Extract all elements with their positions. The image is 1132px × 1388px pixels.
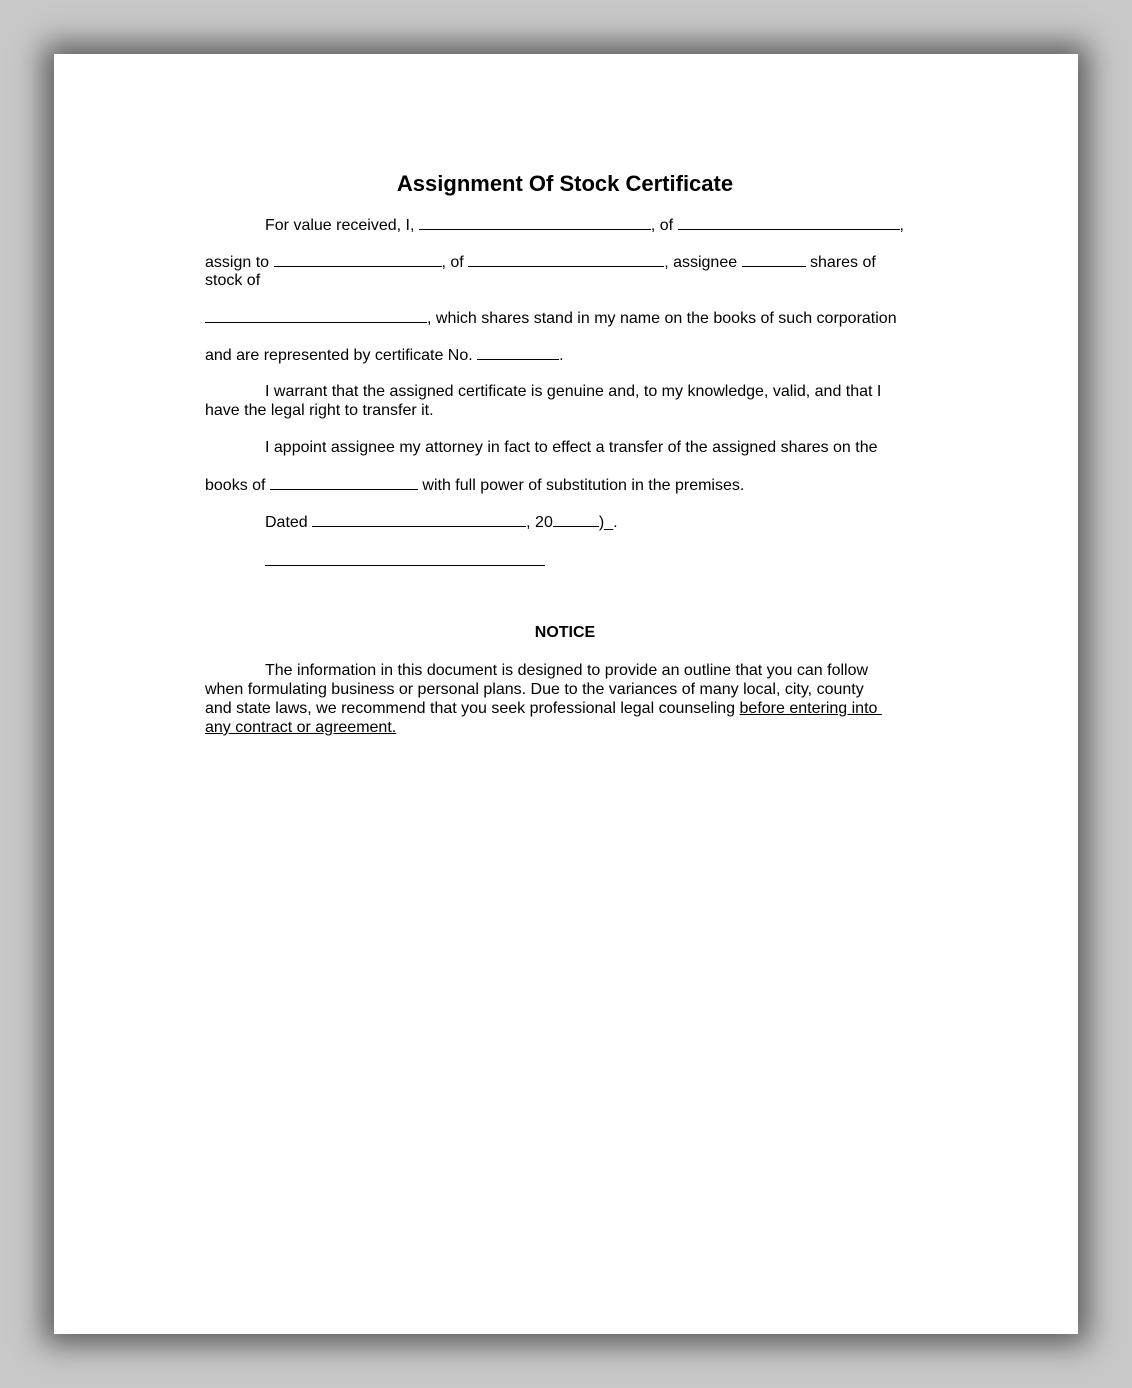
text-comma: , (899, 217, 904, 234)
paragraph-value-received (205, 215, 904, 235)
assignor-address-blank[interactable] (678, 215, 900, 230)
date-blank[interactable] (312, 512, 526, 527)
paragraph-dated (205, 512, 618, 532)
text-year-prefix: , 20 (526, 514, 553, 531)
assignor-name-blank[interactable] (419, 215, 651, 230)
paragraph-warrant-line2: have the legal right to transfer it. (205, 402, 434, 419)
text-assignee: , assignee (664, 254, 738, 271)
certificate-number-blank[interactable] (477, 345, 559, 360)
document-title: Assignment Of Stock Certificate (396, 171, 734, 196)
paragraph-books-of (205, 475, 744, 495)
books-of-blank[interactable] (270, 475, 418, 490)
text-full-power: with full power of substitution in the premises. (422, 477, 745, 494)
assignee-name-blank[interactable] (274, 252, 442, 267)
text-of: , of (650, 217, 674, 234)
notice-line3 (205, 699, 925, 718)
text-books-of: books of (205, 477, 266, 494)
text-of: , of (441, 254, 464, 271)
notice-underlined-text: before entering into (739, 700, 882, 717)
text-certificate-no: and are represented by certificate No. (205, 347, 473, 364)
year-blank[interactable] (553, 512, 599, 527)
paragraph-appoint: I appoint assignee my attorney in fact to effect a transfer of the assigned shares on the (265, 439, 878, 456)
text-year-suffix: )_. (598, 514, 618, 531)
paragraph-assign-to (205, 252, 876, 272)
text-which-shares: , which shares stand in my name on the books of such corporation (427, 310, 897, 327)
text-period: . (559, 347, 564, 364)
notice-line3-text: and state laws, we recommend that you seek professional legal counseling (205, 700, 740, 717)
signature-line[interactable] (265, 565, 545, 566)
notice-line4: any contract or agreement. (205, 719, 397, 736)
notice-body (205, 661, 925, 737)
paragraph-warrant-line1: I warrant that the assigned certificate is genuine and, to my knowledge, valid, and that I (265, 383, 882, 400)
paragraph-corporation (205, 308, 897, 328)
assignee-address-blank[interactable] (468, 252, 664, 267)
notice-line1: The information in this document is designed to provide an outline that you can follow (265, 662, 869, 679)
text-stock-of: stock of (205, 272, 261, 289)
text-shares-of: shares of (810, 254, 876, 271)
text-assign-to: assign to (205, 254, 270, 271)
text-dated: Dated (265, 514, 308, 531)
notice-line2: when formulating business or personal plans. Due to the variances of many local, city, county (205, 681, 864, 698)
text-value-received: For value received, I, (265, 217, 415, 234)
notice-title: NOTICE (534, 624, 596, 641)
document-page (54, 54, 1078, 1334)
paragraph-certificate-no (205, 345, 564, 365)
corporation-name-blank[interactable] (205, 308, 427, 323)
shares-count-blank[interactable] (742, 252, 806, 267)
